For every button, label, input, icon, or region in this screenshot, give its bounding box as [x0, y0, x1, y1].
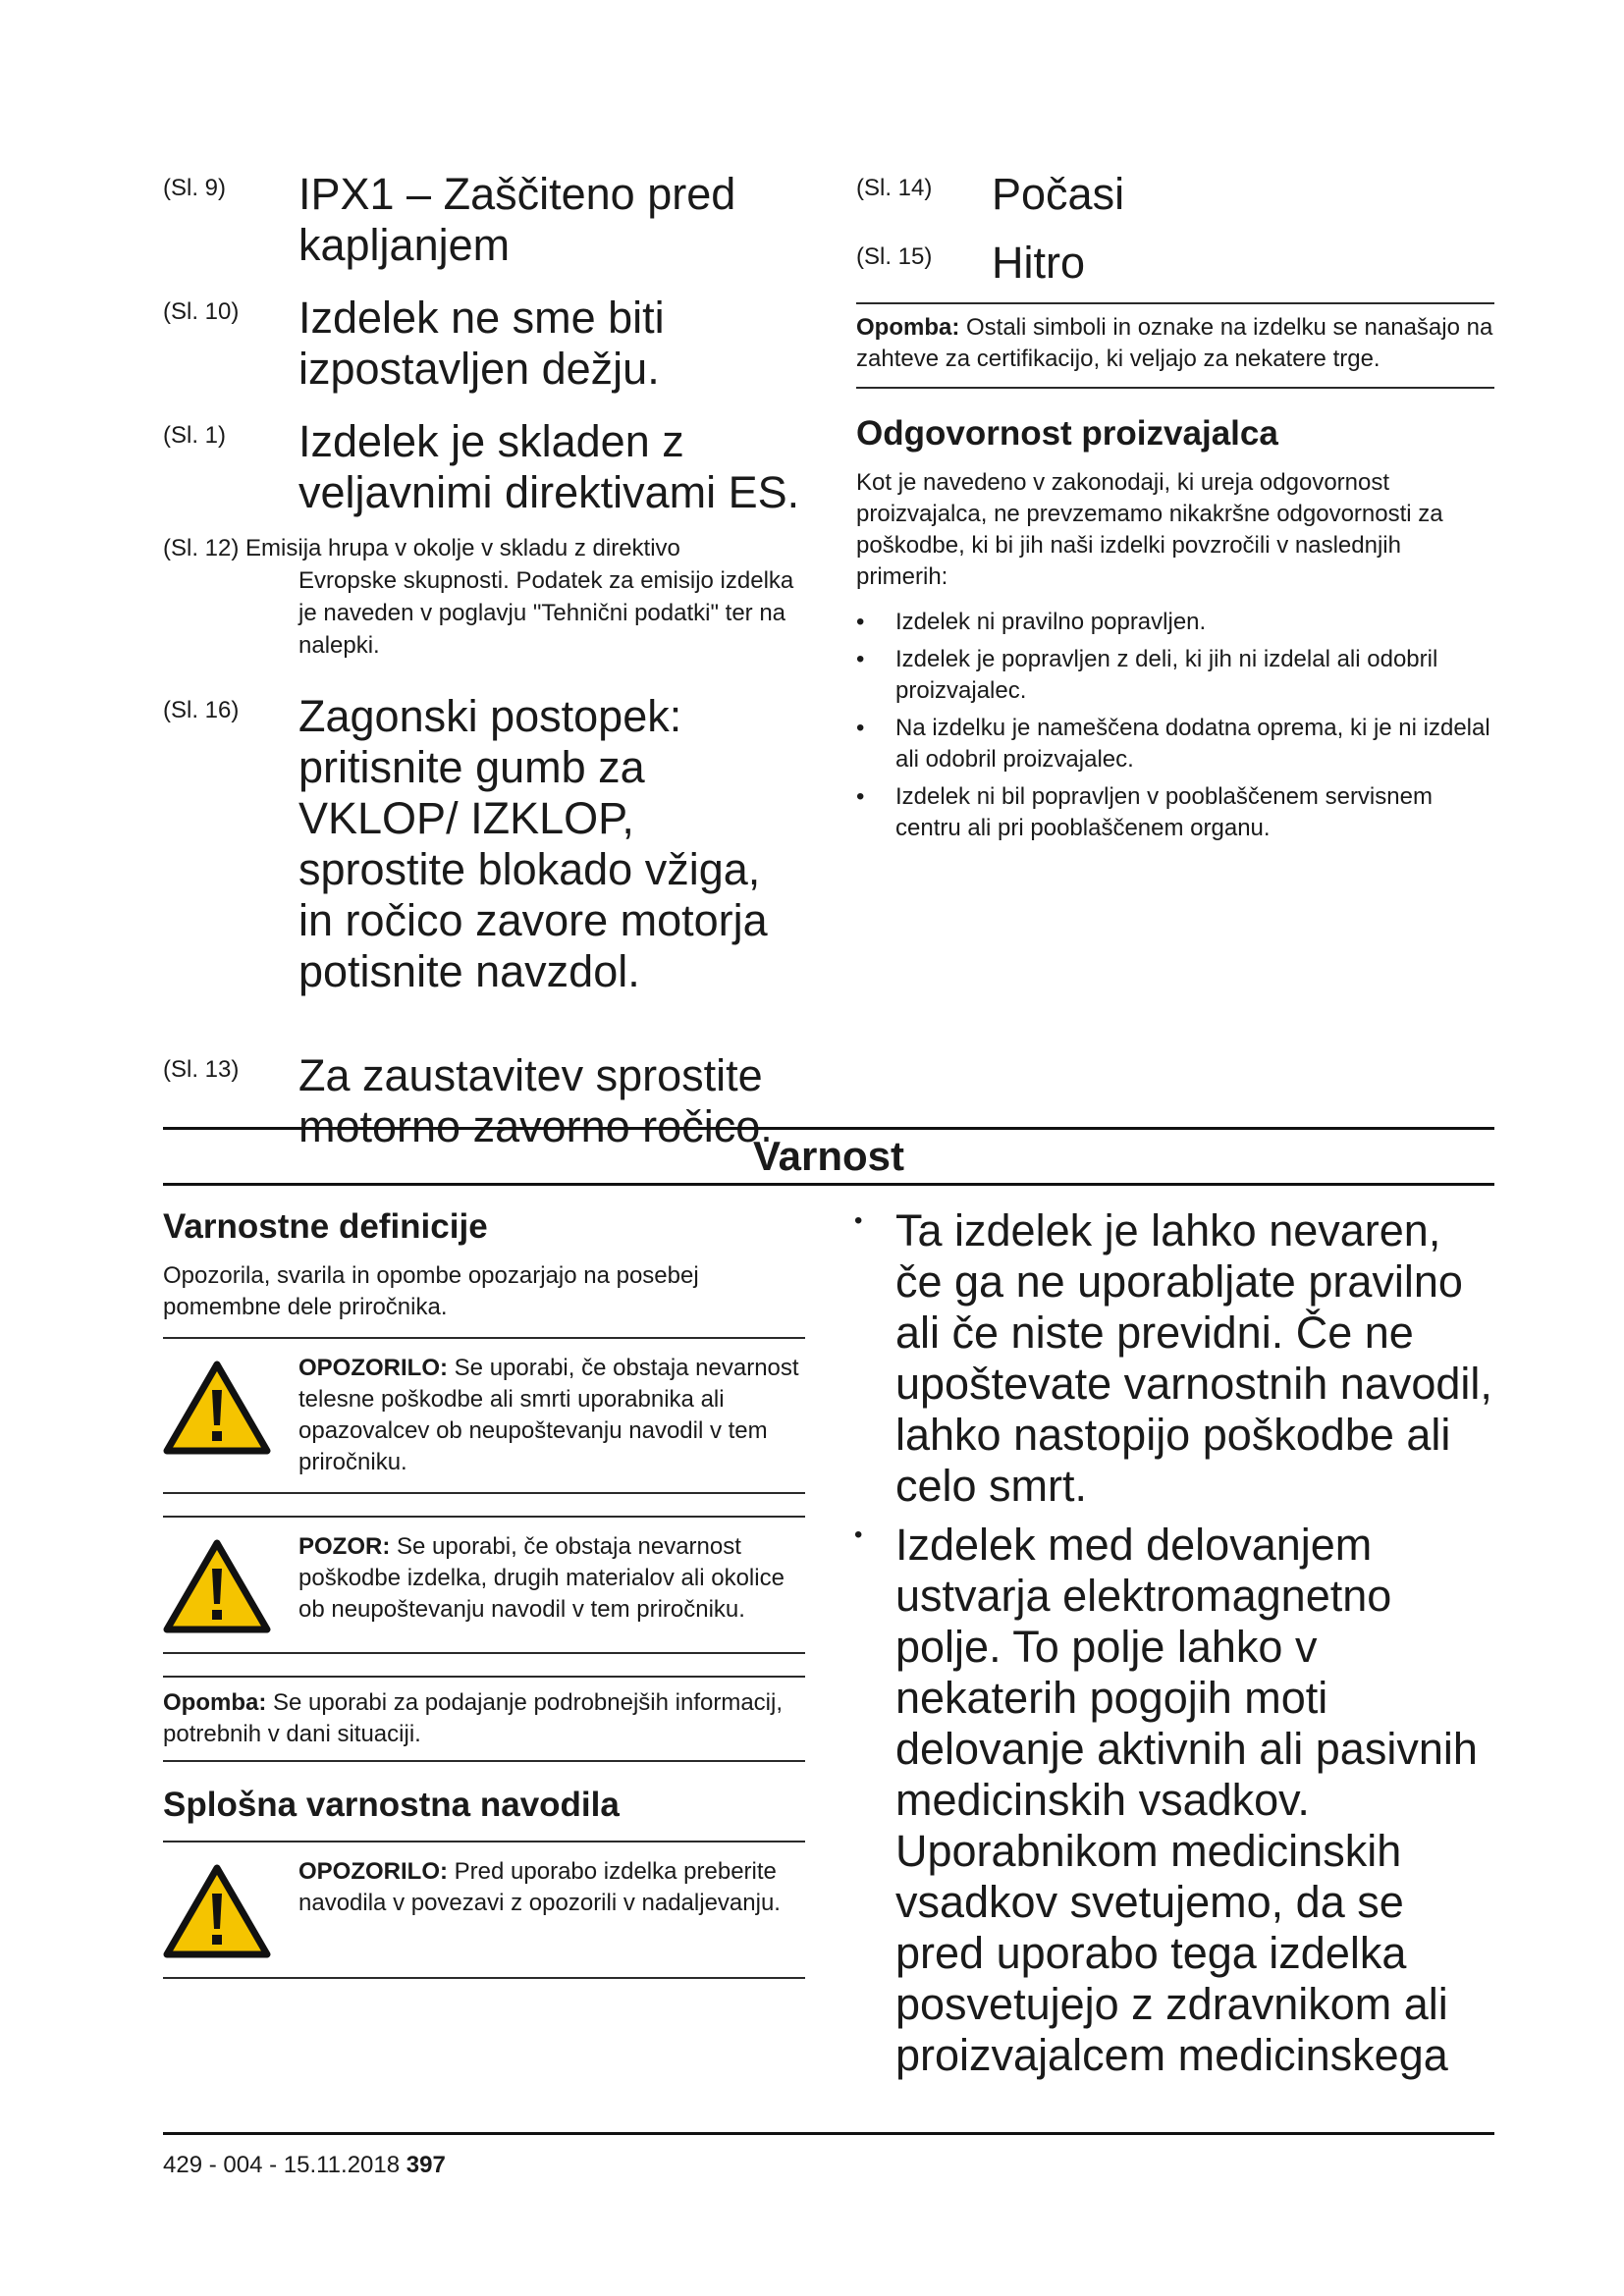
symbol-text: IPX1 – Zaščiteno pred kapljanjem	[298, 169, 736, 270]
safety-definitions-column	[163, 1205, 805, 1979]
caution-label: POZOR:	[298, 1533, 391, 1560]
symbol-label: (Sl. 13)	[163, 1056, 240, 1083]
symbol-label: (Sl. 15)	[856, 243, 933, 270]
warning-label: OPOZORILO:	[298, 1355, 448, 1381]
symbol-label: (Sl. 1)	[163, 422, 227, 449]
manufacturer-bullet-list	[856, 607, 1494, 844]
symbol-text-first: Emisija hrupa v okolje v skladu z direktivo	[245, 535, 680, 561]
note-text: Se uporabi za podajanje podrobnejših informacij, potrebnih v dani situaciji.	[163, 1689, 783, 1747]
section-title-bar	[163, 1127, 1494, 1186]
right-top-column	[856, 169, 1494, 850]
warning-label: OPOZORILO:	[298, 1858, 448, 1885]
manufacturer-heading: Odgovornost proizvajalca	[856, 414, 1278, 453]
symbol-text: Zagonski postopek: pritisnite gumb za VKLOP/ IZKLOP, sprostite blokado vžiga, in ročico zavore motorja potisnite navzdol.	[298, 691, 768, 996]
manufacturer-intro: Kot je navedeno v zakonodaji, ki ureja odgovornost proizvajalca, ne prevzemamo nikakršne odgovornosti za poškodbe, ki bi jih naši izdelki povzročili v naslednjih primerih:	[856, 469, 1443, 590]
note-label: Opomba:	[163, 1689, 267, 1716]
note-label: Opomba:	[856, 314, 960, 341]
list-item: • Izdelek ni pravilno popravljen.	[856, 609, 1207, 635]
warning-triangle-icon	[163, 1856, 298, 1963]
symbol-text: Izdelek je skladen z veljavnimi direktivami ES.	[298, 416, 800, 517]
symbol-label: (Sl. 9)	[163, 175, 227, 201]
symbol-sl10	[163, 293, 805, 395]
divider	[856, 387, 1494, 389]
definitions-heading: Varnostne definicije	[163, 1207, 488, 1246]
general-warning	[163, 1842, 805, 1977]
certification-note	[856, 304, 1494, 387]
left-symbol-list	[163, 169, 805, 1152]
note-text: Ostali simboli in oznake na izdelku se nanašajo na zahteve za certifikacijo, ki veljajo za nekatere trge.	[856, 314, 1493, 372]
symbol-sl12	[163, 532, 805, 662]
note-definition	[163, 1678, 805, 1760]
symbol-sl9	[163, 169, 805, 271]
page-number: 397	[406, 2152, 446, 2178]
symbol-text: Za zaustavitev sprostite motorno zavorno ročico.	[298, 1050, 773, 1151]
symbol-sl1	[163, 416, 805, 518]
symbol-label: (Sl. 12)	[163, 535, 240, 561]
caution-text: Se uporabi, če obstaja nevarnost poškodbe izdelka, drugih materialov ali okolice ob neupoštevanju navodil v tem priročniku.	[298, 1533, 785, 1623]
symbol-label: (Sl. 10)	[163, 298, 240, 325]
symbol-label: (Sl. 16)	[163, 697, 240, 723]
list-item: • Izdelek ni bil popravljen v pooblaščenem servisnem centru ali pri pooblaščenem organu.	[856, 783, 1433, 841]
symbol-text: Izdelek ne sme biti izpostavljen dežju.	[298, 293, 665, 394]
section-title: Varnost	[752, 1133, 905, 1179]
symbol-text-rest: Evropske skupnosti. Podatek za emisijo izdelka je naveden v poglavju "Tehnični podatki" ter na nalepki.	[298, 567, 794, 659]
safety-bullet-list	[846, 1205, 1494, 2081]
symbol-sl15	[856, 238, 1494, 289]
page-footer	[163, 2152, 446, 2179]
symbol-sl16	[163, 691, 805, 997]
list-item: • Na izdelku je nameščena dodatna oprema, ki je ni izdelal ali odobril proizvajalec.	[856, 715, 1490, 773]
symbol-label: (Sl. 14)	[856, 175, 933, 201]
list-item: • Izdelek med delovanjem ustvarja elektromagnetno polje. To polje lahko v nekaterih pogojih moti delovanje aktivnih ali pasivnih medicinskih vsadkov. Uporabnikom medicinskih vsadkov svetujemo, da se pred uporabo tega izdelka posvetujejo z zdravnikom ali proizvajalcem medicinskega	[854, 1520, 1478, 2080]
list-item: • Izdelek je popravljen z deli, ki jih ni izdelal ali odobril proizvajalec.	[856, 646, 1438, 704]
symbol-sl14	[856, 169, 1494, 220]
definitions-intro: Opozorila, svarila in opombe opozarjajo na posebej pomembne dele priročnika.	[163, 1262, 699, 1320]
warning-text: Se uporabi, če obstaja nevarnost telesne poškodbe ali smrti uporabnika ali opazovalcev ob neupoštevanju navodil v tem priročniku.	[298, 1355, 799, 1475]
general-safety-heading: Splošna varnostna navodila	[163, 1786, 620, 1824]
warning-triangle-icon	[163, 1353, 298, 1460]
symbol-text: Hitro	[992, 238, 1086, 288]
caution-definition	[163, 1518, 805, 1652]
warning-text: Pred uporabo izdelka preberite navodila v povezavi z opozorili v nadaljevanju.	[298, 1858, 781, 1916]
document-code: 429 - 004 - 15.11.2018	[163, 2152, 406, 2178]
list-item: • Ta izdelek je lahko nevaren, če ga ne uporabljate pravilno ali če niste previdni. Če ne upoštevate varnostnih navodil, lahko nastopijo poškodbe ali celo smrt.	[854, 1205, 1492, 1511]
footer-divider	[163, 2132, 1494, 2135]
divider	[163, 1760, 805, 1762]
safety-bullets-column	[846, 1205, 1494, 2089]
symbol-text: Počasi	[992, 169, 1125, 219]
caution-triangle-icon	[163, 1531, 298, 1638]
warning-definition	[163, 1339, 805, 1492]
divider	[163, 1977, 805, 1979]
